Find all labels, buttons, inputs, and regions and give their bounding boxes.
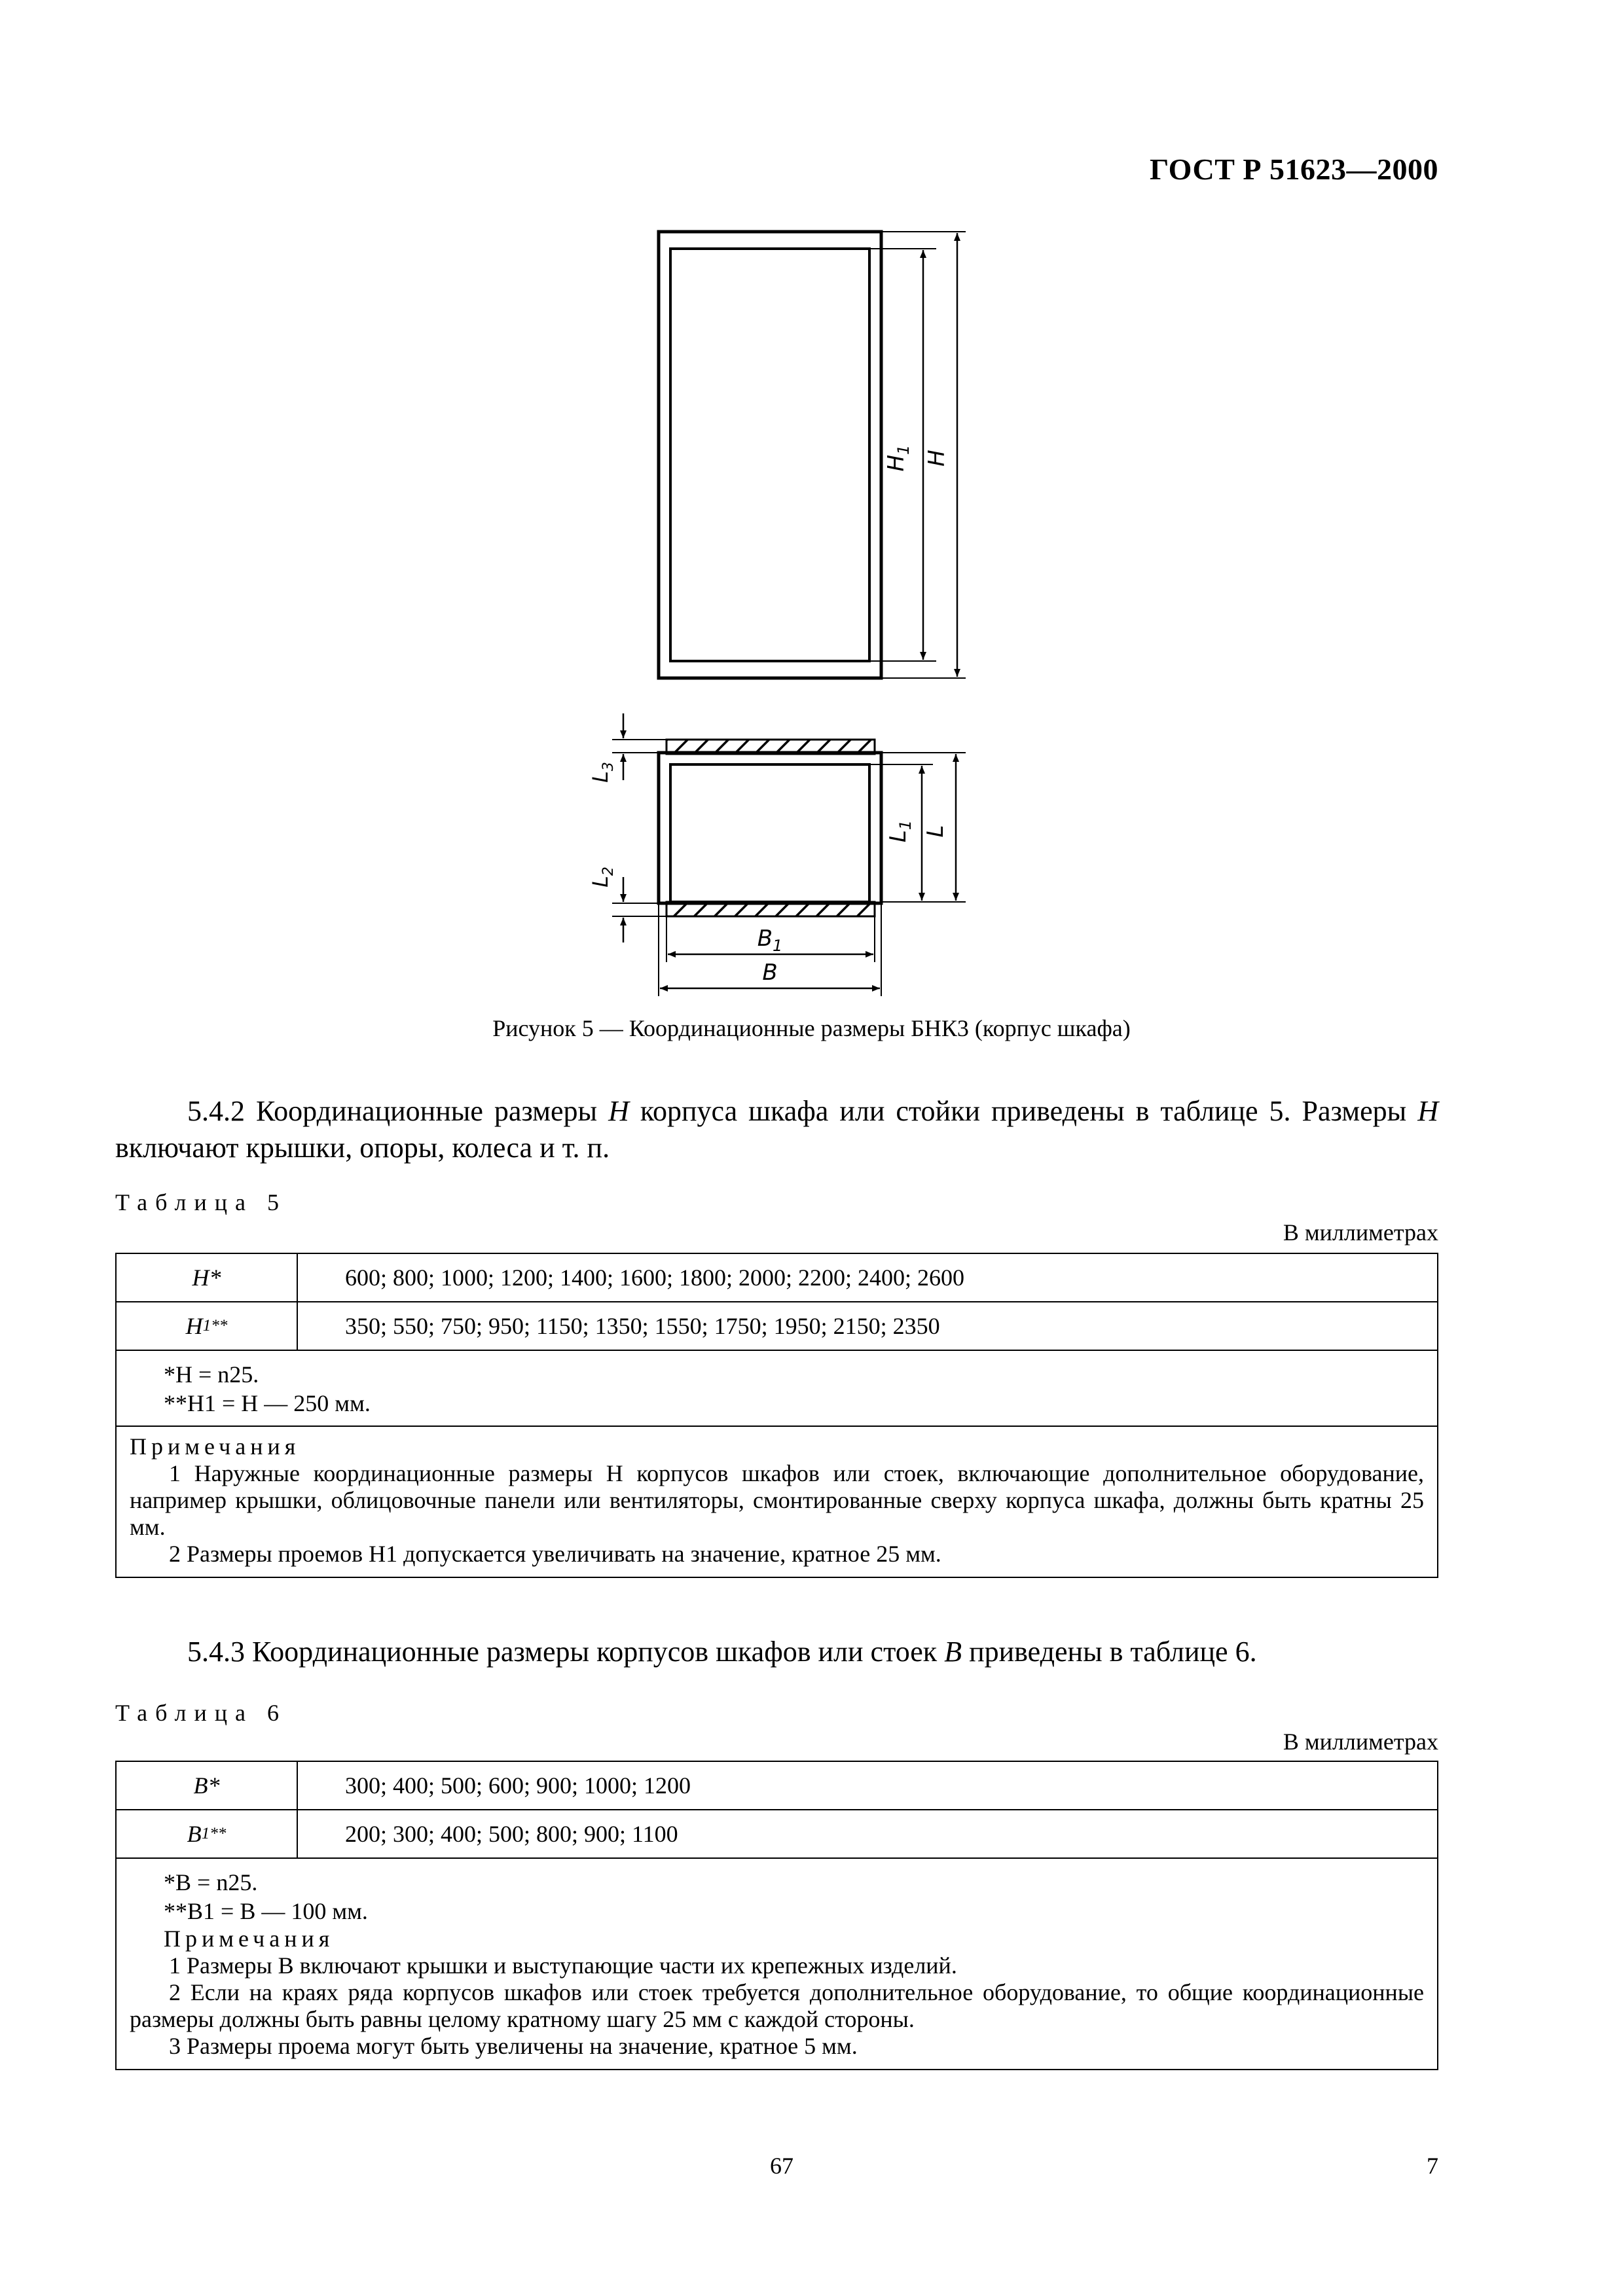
- center-page-number: 67: [770, 2153, 793, 2179]
- plan-view: [588, 713, 966, 996]
- row-key: H*: [117, 1254, 298, 1301]
- footnote: *H = n25.: [164, 1361, 259, 1388]
- notes-heading: Примечания: [130, 1433, 301, 1460]
- table-row: [117, 1254, 1437, 1302]
- label-b1: $B_1$: [757, 925, 783, 955]
- row-values: 600; 800; 1000; 1200; 1400; 1600; 1800; 2000; 2200; 2400; 2600: [345, 1265, 965, 1291]
- label-b: B: [762, 960, 778, 986]
- figure-caption: Рисунок 5 — Координационные размеры БНК3 (корпус шкафа): [492, 1015, 1131, 1041]
- paragraph-5-4-3: 5.4.3 Координационные размеры корпусов шкафов или стоек B приведены в таблице 6.: [187, 1636, 1257, 1668]
- label-l3: $L_3$: [588, 762, 617, 783]
- notes-heading: Примечания: [164, 1926, 335, 1952]
- table-footnotes: [117, 1351, 1437, 1427]
- note-item: 2 Размеры проемов H1 допускается увеличивать на значение, кратное 25 мм.: [169, 1541, 941, 1567]
- row-key: H 1 **: [117, 1302, 298, 1350]
- paragraph-5-4-2: 5.4.2 Координационные размеры H корпуса шкафа или стойки приведены в таблице 5. Размеры H включают крышки, опоры, колеса и т. п.: [115, 1095, 1438, 1164]
- document-code: ГОСТ Р 51623—2000: [1150, 152, 1438, 186]
- table-footnotes: [117, 1859, 1437, 1926]
- table-5-units: В миллиметрах: [1283, 1219, 1438, 1246]
- front-view: [659, 232, 966, 678]
- label-l: L: [922, 825, 949, 838]
- row-values: 200; 300; 400; 500; 800; 900; 1100: [345, 1821, 678, 1847]
- note-item: 3 Размеры проема могут быть увеличены на значение, кратное 5 мм.: [169, 2033, 858, 2059]
- row-key: B*: [117, 1762, 298, 1809]
- table-5: [115, 1253, 1438, 1578]
- right-page-number: 7: [1427, 2153, 1438, 2179]
- note-item: 1 Наружные координационные размеры H корпусов шкафов или стоек, включающие дополнительное оборудование, например крышки, облицовочные панели или вентиляторы, смонтированные сверху корпуса шкафа, должны быть кратны 25 мм.: [130, 1460, 1424, 1540]
- footnote: *B = n25.: [164, 1869, 258, 1895]
- label-l2: $L_2$: [588, 867, 617, 888]
- table-6-title: Таблица 6: [115, 1700, 287, 1726]
- footnote: **B1 = B — 100 мм.: [164, 1898, 368, 1924]
- row-values: 350; 550; 750; 950; 1150; 1350; 1550; 1750; 1950; 2150; 2350: [345, 1313, 940, 1339]
- label-h: H: [924, 450, 950, 467]
- row-key: B 1 **: [117, 1810, 298, 1857]
- footnote: **H1 = H — 250 мм.: [164, 1390, 371, 1416]
- table-row: [117, 1810, 1437, 1859]
- label-l1: $L_1$: [885, 819, 915, 843]
- note-item: 2 Если на краях ряда корпусов шкафов или стоек требуется дополнительное оборудование, то общие координационные размеры должны быть равны целому кратному шагу 25 мм с каждой стороны.: [130, 1979, 1424, 2032]
- table-row: [117, 1302, 1437, 1351]
- note-item: 1 Размеры B включают крышки и выступающие части их крепежных изделий.: [169, 1952, 957, 1979]
- table-5-title: Таблица 5: [115, 1189, 287, 1215]
- table-6: [115, 1761, 1438, 2070]
- table-notes: [117, 1427, 1437, 1577]
- row-values: 300; 400; 500; 600; 900; 1000; 1200: [345, 1772, 691, 1799]
- label-h1: $H_1$: [883, 444, 913, 472]
- table-6-units: В миллиметрах: [1283, 1729, 1438, 1755]
- table-notes: [117, 1926, 1437, 2069]
- table-row: [117, 1762, 1437, 1810]
- figure-5-drawing: [0, 0, 1623, 1008]
